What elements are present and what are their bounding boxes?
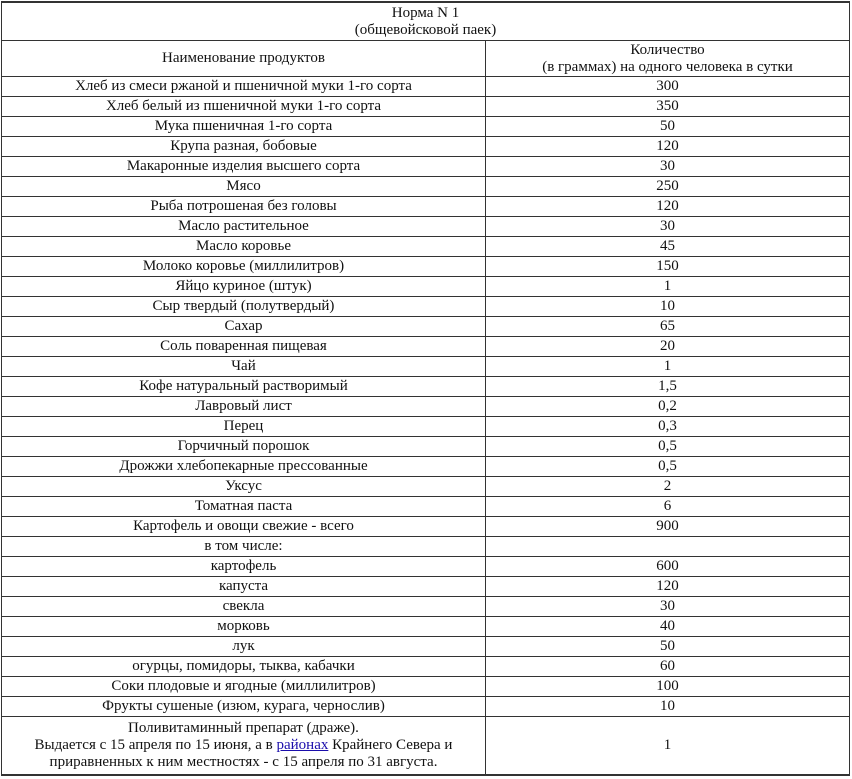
product-quantity: 50 bbox=[486, 117, 850, 137]
product-name: Молоко коровье (миллилитров) bbox=[2, 257, 486, 277]
table-row bbox=[2, 517, 850, 537]
product-name: в том числе: bbox=[2, 537, 486, 557]
product-name: картофель bbox=[2, 557, 486, 577]
product-quantity: 0,2 bbox=[486, 397, 850, 417]
product-name bbox=[2, 717, 486, 776]
product-name: Уксус bbox=[2, 477, 486, 497]
product-name: Макаронные изделия высшего сорта bbox=[2, 157, 486, 177]
table-row bbox=[2, 257, 850, 277]
product-name: Масло растительное bbox=[2, 217, 486, 237]
product-name: Горчичный порошок bbox=[2, 437, 486, 457]
table-row bbox=[2, 537, 850, 557]
header-row bbox=[2, 41, 850, 77]
product-quantity: 250 bbox=[486, 177, 850, 197]
table-row bbox=[2, 277, 850, 297]
table-row bbox=[2, 437, 850, 457]
product-quantity: 150 bbox=[486, 257, 850, 277]
table-row bbox=[2, 317, 850, 337]
product-quantity: 1,5 bbox=[486, 377, 850, 397]
product-quantity: 10 bbox=[486, 697, 850, 717]
product-name: свекла bbox=[2, 597, 486, 617]
table-row bbox=[2, 377, 850, 397]
product-quantity: 120 bbox=[486, 197, 850, 217]
product-quantity: 30 bbox=[486, 157, 850, 177]
table-row bbox=[2, 117, 850, 137]
product-name: Масло коровье bbox=[2, 237, 486, 257]
product-name: Рыба потрошеная без головы bbox=[2, 197, 486, 217]
product-quantity: 65 bbox=[486, 317, 850, 337]
product-name: лук bbox=[2, 637, 486, 657]
product-name: Мука пшеничная 1-го сорта bbox=[2, 117, 486, 137]
product-name: Яйцо куриное (штук) bbox=[2, 277, 486, 297]
product-quantity: 60 bbox=[486, 657, 850, 677]
multivitamin-line2-start: Выдается с 15 апреля по 15 июня, а в bbox=[34, 737, 277, 753]
product-name: Картофель и овощи свежие - всего bbox=[2, 517, 486, 537]
table-row bbox=[2, 637, 850, 657]
product-quantity: 40 bbox=[486, 617, 850, 637]
table-row bbox=[2, 697, 850, 717]
table-row bbox=[2, 217, 850, 237]
product-name: Мясо bbox=[2, 177, 486, 197]
table-row bbox=[2, 657, 850, 677]
product-name: Кофе натуральный растворимый bbox=[2, 377, 486, 397]
table-row bbox=[2, 577, 850, 597]
product-quantity: 350 bbox=[486, 97, 850, 117]
product-quantity: 30 bbox=[486, 217, 850, 237]
product-quantity: 0,3 bbox=[486, 417, 850, 437]
product-quantity: 1 bbox=[486, 357, 850, 377]
product-quantity: 1 bbox=[486, 277, 850, 297]
product-quantity: 900 bbox=[486, 517, 850, 537]
product-name: Томатная паста bbox=[2, 497, 486, 517]
table-row bbox=[2, 97, 850, 117]
product-quantity: 0,5 bbox=[486, 457, 850, 477]
product-name: Крупа разная, бобовые bbox=[2, 137, 486, 157]
table-row-multivitamin bbox=[2, 717, 850, 776]
product-quantity: 1 bbox=[486, 717, 850, 776]
product-quantity: 2 bbox=[486, 477, 850, 497]
regions-link[interactable]: районах bbox=[276, 737, 329, 753]
table-row bbox=[2, 417, 850, 437]
product-quantity bbox=[486, 537, 850, 557]
table-row bbox=[2, 297, 850, 317]
product-quantity: 10 bbox=[486, 297, 850, 317]
table-row bbox=[2, 77, 850, 97]
table-title bbox=[2, 2, 850, 41]
table-row bbox=[2, 177, 850, 197]
product-quantity: 50 bbox=[486, 637, 850, 657]
product-quantity: 6 bbox=[486, 497, 850, 517]
table-row bbox=[2, 197, 850, 217]
product-name: Лавровый лист bbox=[2, 397, 486, 417]
table-row bbox=[2, 477, 850, 497]
product-name: Хлеб белый из пшеничной муки 1-го сорта bbox=[2, 97, 486, 117]
multivitamin-line1: Поливитаминный препарат (драже). bbox=[128, 720, 359, 736]
table-row bbox=[2, 677, 850, 697]
product-quantity: 45 bbox=[486, 237, 850, 257]
table-title-row bbox=[2, 2, 850, 41]
product-name: огурцы, помидоры, тыква, кабачки bbox=[2, 657, 486, 677]
product-quantity: 120 bbox=[486, 137, 850, 157]
header-quantity-line2: (в граммах) на одного человека в сутки bbox=[542, 58, 793, 75]
product-name: капуста bbox=[2, 577, 486, 597]
title-line1: Норма N 1 bbox=[391, 4, 460, 21]
title-line2: (общевойсковой паек) bbox=[354, 21, 497, 38]
product-name: морковь bbox=[2, 617, 486, 637]
product-quantity: 120 bbox=[486, 577, 850, 597]
product-quantity: 300 bbox=[486, 77, 850, 97]
multivitamin-line2-end: Крайнего Севера и bbox=[328, 737, 453, 753]
header-product: Наименование продуктов bbox=[2, 41, 486, 77]
product-name: Сахар bbox=[2, 317, 486, 337]
table-row bbox=[2, 137, 850, 157]
product-quantity: 100 bbox=[486, 677, 850, 697]
table-row bbox=[2, 357, 850, 377]
product-name: Чай bbox=[2, 357, 486, 377]
product-name: Сыр твердый (полутвердый) bbox=[2, 297, 486, 317]
header-quantity-line1: Количество bbox=[630, 41, 705, 58]
product-quantity: 600 bbox=[486, 557, 850, 577]
product-quantity: 30 bbox=[486, 597, 850, 617]
table-row bbox=[2, 617, 850, 637]
table-row bbox=[2, 557, 850, 577]
header-quantity bbox=[486, 41, 850, 77]
table-row bbox=[2, 597, 850, 617]
table-row bbox=[2, 237, 850, 257]
product-name: Хлеб из смеси ржаной и пшеничной муки 1-го сорта bbox=[2, 77, 486, 97]
product-name: Фрукты сушеные (изюм, курага, чернослив) bbox=[2, 697, 486, 717]
table-row bbox=[2, 157, 850, 177]
table-row bbox=[2, 497, 850, 517]
product-name: Дрожжи хлебопекарные прессованные bbox=[2, 457, 486, 477]
product-quantity: 20 bbox=[486, 337, 850, 357]
product-name: Соль поваренная пищевая bbox=[2, 337, 486, 357]
multivitamin-line3: приравненных к ним местностях - с 15 апреля по 31 августа. bbox=[49, 754, 438, 770]
product-name: Соки плодовые и ягодные (миллилитров) bbox=[2, 677, 486, 697]
ration-norm-table bbox=[1, 1, 850, 776]
product-name: Перец bbox=[2, 417, 486, 437]
table-row bbox=[2, 457, 850, 477]
table-row bbox=[2, 397, 850, 417]
table-row bbox=[2, 337, 850, 357]
product-quantity: 0,5 bbox=[486, 437, 850, 457]
